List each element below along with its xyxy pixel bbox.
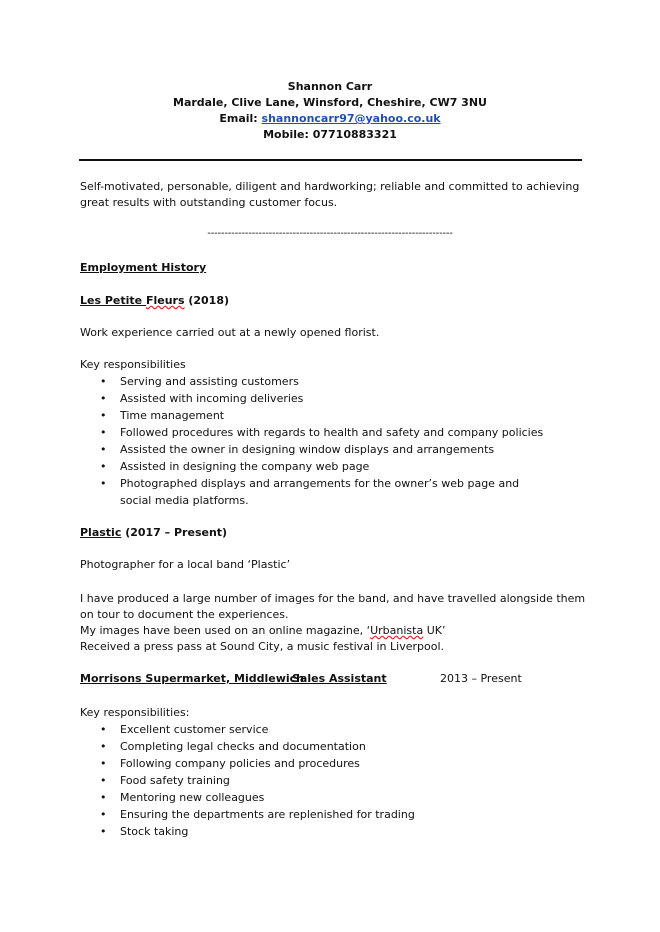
list-item: • Excellent customer service [100,721,570,738]
profile-line-2: great results with outstanding customer focus. [80,196,338,209]
job2-paragraph-1: I have produced a large number of images for the band, and have travelled alongside them [80,592,586,605]
job2-paragraph-2: on tour to document the experiences. [80,608,289,621]
job3-employer: Morrisons Supermarket, Middlewich [80,672,304,685]
list-item: • Followed procedures with regards to health and safety and company policies [100,424,570,441]
list-item: • Mentoring new colleagues [100,789,570,806]
job1-responsibilities-list [100,373,570,509]
list-item: • Completing legal checks and documentation [100,738,570,755]
list-item: • Photographed displays and arrangements for the owner’s web page and social media platforms. [100,475,550,509]
section-separator: ------------------------------------------------------------------------ [207,228,453,239]
list-item: • Time management [100,407,570,424]
employment-heading: Employment History [80,261,207,274]
list-item: • Food safety training [100,772,570,789]
job3-role: Sales Assistant [292,672,387,685]
list-item: • Ensuring the departments are replenished for trading [100,806,570,823]
job1-responsibilities-label: Key responsibilities [80,358,186,371]
list-item: • Following company policies and procedures [100,755,570,772]
spellcheck-word: Urbanista [370,624,424,637]
email-label: Email: [219,112,258,125]
list-item: • Stock taking [100,823,570,840]
email-line [0,112,660,125]
profile-line-1: Self-motivated, personable, diligent and hardworking; reliable and committed to achieving [80,180,580,193]
job2-title: Plastic (2017 – Present) [80,526,228,539]
job1-description: Work experience carried out at a newly opened florist. [80,326,380,339]
job3-responsibilities-label: Key responsibilities: [80,706,190,719]
job1-title: Les Petite Fleurs (2018) [80,294,230,307]
job2-paragraph-4: Received a press pass at Sound City, a music festival in Liverpool. [80,640,444,653]
applicant-name: Shannon Carr [287,80,373,93]
spellcheck-word: Fleurs [145,294,185,307]
list-item: • Serving and assisting customers [100,373,570,390]
email-link[interactable]: shannoncarr97@yahoo.co.uk [261,112,441,125]
list-item: • Assisted in designing the company web page [100,458,570,475]
applicant-address: Mardale, Clive Lane, Winsford, Cheshire, CW7 3NU [173,96,487,109]
list-item: • Assisted the owner in designing window displays and arrangements [100,441,570,458]
job2-paragraph-3: My images have been used on an online magazine, ‘Urbanista UK’ [80,624,446,637]
job2-description: Photographer for a local band ‘Plastic’ [80,558,291,571]
list-item: • Assisted with incoming deliveries [100,390,570,407]
job3-dates: 2013 – Present [440,672,522,685]
job3-responsibilities-list [100,721,570,840]
mobile-number: Mobile: 07710883321 [263,128,397,141]
header-divider [79,159,582,161]
